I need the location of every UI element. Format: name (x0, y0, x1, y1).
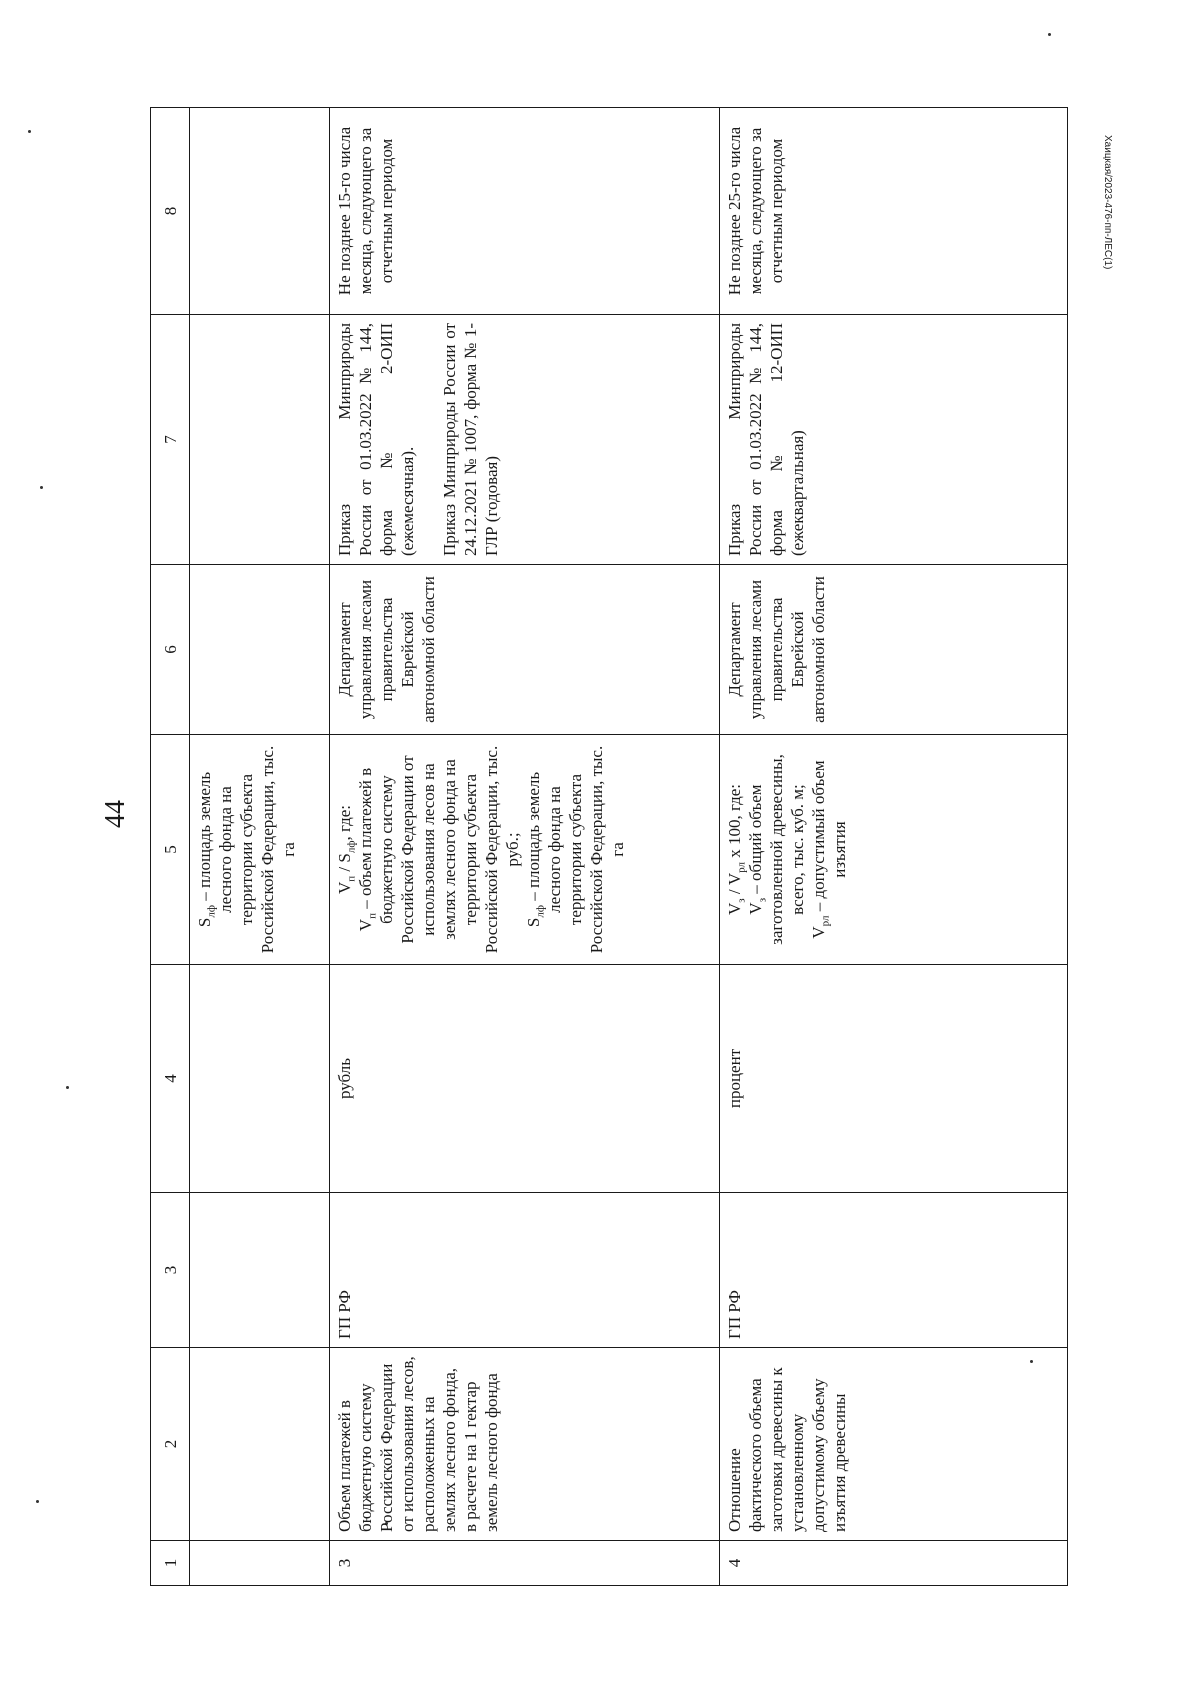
formula-cell (330, 735, 720, 965)
indicator-name: Объем платежей в бюджетную систему Российской Федерации от использования лесов, расположенных на землях лесного фонда, в расчете на 1 гектар земель лесного фонда (330, 1348, 720, 1541)
table-cell (190, 108, 330, 315)
source-text: России от 01.03.2022 № 144, форма № 2-ОИП (ежемесячная). (356, 323, 417, 556)
formula-definition: $S_{лф}$ – площадь земель лесного фонда на территории субъекта Российской Федерации, тыс. га (524, 745, 627, 954)
formula-continuation-cell (190, 735, 330, 965)
source-text: России от 01.03.2022 № 144, форма № 12-ОИП (ежеквартальная) (746, 323, 807, 556)
table-cell (190, 565, 330, 735)
data-source (330, 315, 720, 565)
indicators-table (150, 107, 1068, 1586)
responsible-body: Департамент управления лесами правительства Еврейской автономной области (330, 565, 720, 735)
source-head: Приказ Минприроды (725, 323, 744, 556)
table-cell (190, 1193, 330, 1348)
continuation-row (190, 108, 330, 1586)
continuation-text: лесного фонда на территории субъекта Российской Федерации, тыс. га (216, 745, 298, 954)
program-code: ГП РФ (330, 1193, 720, 1348)
scan-speck (40, 486, 43, 489)
column-number: 8 (151, 108, 190, 315)
column-number: 5 (151, 735, 190, 965)
scan-speck (36, 1500, 39, 1503)
column-number: 4 (151, 965, 190, 1193)
row-number: 3 (330, 1541, 720, 1586)
column-number: 1 (151, 1541, 190, 1586)
data-source (720, 315, 1068, 565)
scan-speck (28, 130, 31, 133)
variable-s-lf: $S_{лф}$ – площадь земель (195, 771, 218, 928)
formula: $V_п / S_{лф}$, где: (335, 804, 358, 895)
program-code: ГП РФ (720, 1193, 1068, 1348)
table-cell (190, 1348, 330, 1541)
column-number: 2 (151, 1348, 190, 1541)
formula-cell (720, 735, 1068, 965)
table-row-3 (330, 108, 720, 1586)
column-number-row (151, 108, 190, 1586)
table-cell (190, 315, 330, 565)
table-cell (190, 1541, 330, 1586)
column-number: 7 (151, 315, 190, 565)
spacer (418, 323, 439, 556)
unit: рубль (330, 965, 720, 1193)
table-cell (190, 965, 330, 1193)
formula-definition: $V_з$ – общий объем заготовленной древесины, всего, тыс. куб. м; (746, 754, 807, 945)
table-row-4 (720, 108, 1068, 1586)
source-text: Приказ Минприроды России от 24.12.2021 № 1007, форма № 1-ГЛР (годовая) (440, 323, 501, 556)
scan-speck (66, 1086, 69, 1089)
unit: процент (720, 965, 1068, 1193)
rotated-table-wrapper (150, 108, 1068, 1586)
formula: $V_з / V_{рл}$ x 100, где: (725, 783, 748, 916)
responsible-body: Департамент управления лесами правительства Еврейской автономной области (720, 565, 1068, 735)
indicator-name: Отношение фактического объема заготовки древесины к установленному допустимому объему изъятия древесины (720, 1348, 1068, 1541)
page-number: 44 (100, 800, 131, 828)
row-number: 4 (720, 1541, 1068, 1586)
document-code: Хаицкая/2023-476-пп-ЛЕС(1) (1102, 135, 1113, 270)
column-number: 6 (151, 565, 190, 735)
deadline: Не позднее 25-го числа месяца, следующего за отчетным периодом (720, 108, 1068, 315)
scan-speck (1048, 33, 1051, 36)
formula-definition: $V_п$ – объем платежей в бюджетную систему Российской Федерации от использования лесов на землях лесного фонда на территории субъекта Российской Федерации, тыс. руб.; (356, 745, 522, 954)
source-head: Приказ Минприроды (335, 323, 354, 556)
deadline: Не позднее 15-го числа месяца, следующего за отчетным периодом (330, 108, 720, 315)
formula-definition: $V_{рл}$ – допустимый объем изъятия (809, 760, 849, 939)
column-number: 3 (151, 1193, 190, 1348)
